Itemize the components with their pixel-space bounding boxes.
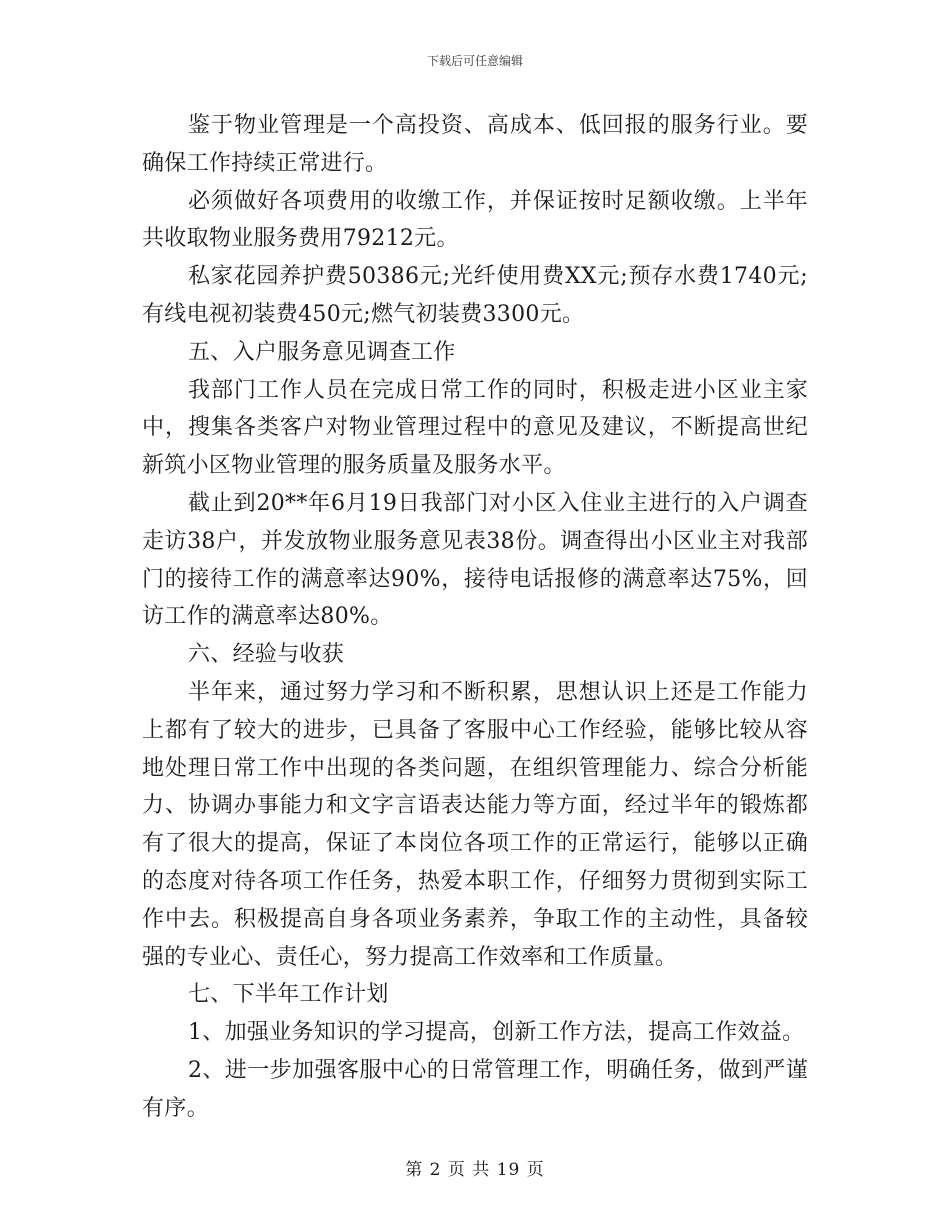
paragraph-fee-collection: 必须做好各项费用的收缴工作，并保证按时足额收缴。上半年共收取物业服务费用79212元。 [142,188,808,252]
paragraph-experience: 半年来，通过努力学习和不断积累，思想认识上还是工作能力上都有了较大的进步，已具备了客服中心工作经验，能够比较从容地处理日常工作中出现的各类问题，在组织管理能力、综合分析能力、协调办事能力和文字言语表达能力等方面，经过半年的锻炼都有了很大的提高，保证了本岗位各项工作的正常运行，能够以正确的态度对待各项工作任务，热爱本职工作，仔细努力贯彻到实际工作中去。积极提高自身各项业务素养，争取工作的主动性，具备较强的专业心、责任心，努力提高工作效率和工作质量。 [142,679,808,970]
paragraph-fee-breakdown: 私家花园养护费50386元;光纤使用费XX元;预存水费1740元;有线电视初装费450元;燃气初装费3300元。 [142,264,808,327]
paragraph-survey-results: 截止到20**年6月19日我部门对小区入住业主进行的入户调查走访38户，并发放物业服务意见表38份。调查得出小区业主对我部门的接待工作的满意率达90%，接待电话报修的满意率达75%，回访工作的满意率达80%。 [142,490,808,630]
section-heading-experience: 六、经验与收获 [188,642,345,668]
section-heading-plan: 七、下半年工作计划 [188,982,389,1008]
page-footer: 第 2 页 共 19 页 [405,1160,545,1180]
page-header: 下载后可任意编辑 [426,54,523,68]
paragraph-survey-intro: 我部门工作人员在完成日常工作的同时，积极走进小区业主家中，搜集各类客户对物业管理过程中的意见及建议，不断提高世纪新筑小区物业管理的服务质量及服务水平。 [142,377,808,479]
plan-item-2: 2、进一步加强客服中心的日常管理工作，明确任务，做到严谨有序。 [142,1057,808,1121]
document-body [142,107,808,1128]
paragraph-fee-intro: 鉴于物业管理是一个高投资、高成本、低回报的服务行业。要确保工作持续正常进行。 [142,113,808,176]
plan-item-1: 1、加强业务知识的学习提高，创新工作方法，提高工作效益。 [188,1020,805,1046]
section-heading-survey: 五、入户服务意见调查工作 [188,339,456,365]
